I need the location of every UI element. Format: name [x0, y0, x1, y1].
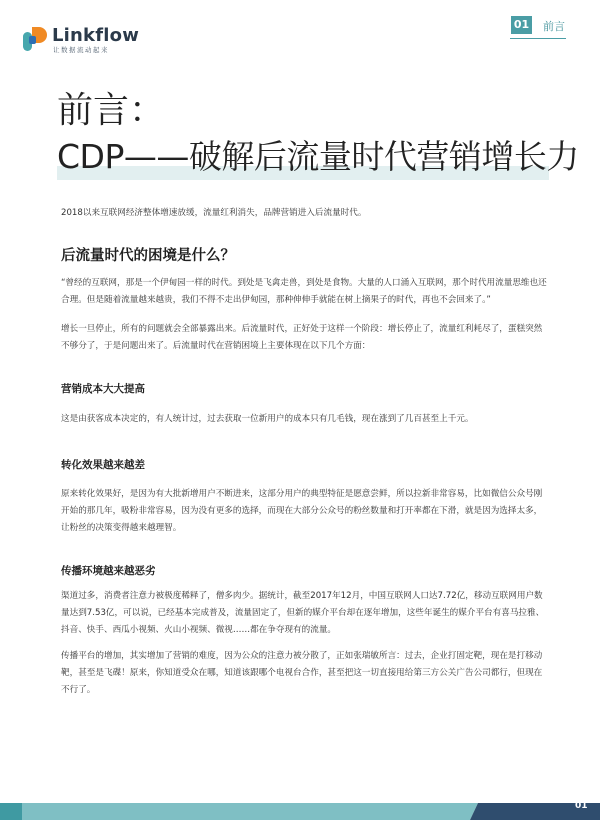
closing-paragraph: 传播平台的增加，其实增加了营销的难度，因为公众的注意力被分散了，正如张瑞敏所言：过去，企业打固定靶，现在是打移动靶，甚至是飞碟！原来，你知道受众在哪，知道该跟哪个电视台合作，甚至把这一切直接甩给第三方公关广告公司都行，但现在不行了。 [61, 651, 543, 695]
point-heading-3: 传播环境越来越恶劣 [61, 565, 156, 577]
section-heading: 后流量时代的困境是什么？ [61, 248, 235, 264]
logo-text: Linkflow [52, 25, 140, 46]
point-body-2: 原来转化效果好，是因为有大批新增用户不断进来，这部分用户的典型特征是愿意尝鲜，所以拉新非常容易，比如微信公众号刚开始的那几年，吸粉非常容易，因为没有更多的选择，而现在大部分公众号的粉丝数量和打开率都在下滑，就是因为选择太多，让粉丝的决策变得越来越理智。 [61, 489, 543, 533]
point-body-1: 这是由获客成本决定的，有人统计过，过去获取一位新用户的成本只有几毛钱，现在涨到了几百甚至上千元。 [61, 414, 474, 424]
page-number-badge: 01 [511, 16, 532, 34]
page-header [0, 0, 600, 60]
footer-page-number: 01 [575, 801, 588, 811]
point-heading-1: 营销成本大大提高 [61, 383, 145, 395]
page-title-line2: CDP——破解后流量时代营销增长力 [57, 137, 579, 176]
section-label: 前言 [543, 20, 565, 33]
footer-band [0, 795, 600, 820]
linkflow-logo-icon [22, 26, 48, 52]
quote-paragraph: “曾经的互联网，那是一个伊甸园一样的时代。到处是飞禽走兽，到处是食物。大量的人口涌入互联网，那个时代用流量思维也还合理。但是随着流量越来越贵，我们不得不走出伊甸园，那种伸伸手就能在树上摘果子的时代，再也不会回来了。” [61, 278, 547, 305]
logo-tagline: 让数据流动起来 [53, 46, 109, 54]
page-title-line1: 前言： [57, 90, 166, 131]
intro-paragraph: 2018以来互联网经济整体增速放缓，流量红利消失，品牌营销进入后流量时代。 [61, 208, 367, 218]
header-divider [510, 38, 566, 39]
point-body-3: 渠道过多，消费者注意力被极度稀释了，僧多肉少。据统计，截至2017年12月，中国互联网人口达7.72亿，移动互联网用户数量达到7.53亿，可以说，已经基本完成普及，流量固定了，但新的媒介平台却在逐年增加，这些年诞生的媒介平台有喜马拉雅、抖音、快手、西瓜小视频、火山小视频、微视……都在争夺现有的流量。 [61, 591, 545, 635]
point-heading-2: 转化效果越来越差 [61, 459, 145, 471]
growth-paragraph: 增长一旦停止，所有的问题就会全部暴露出来。后流量时代，正好处于这样一个阶段：增长停止了，流量红利耗尽了，蛋糕突然不够分了，于是问题出来了。后流量时代在营销困境上主要体现在以下几个方面： [61, 324, 543, 351]
